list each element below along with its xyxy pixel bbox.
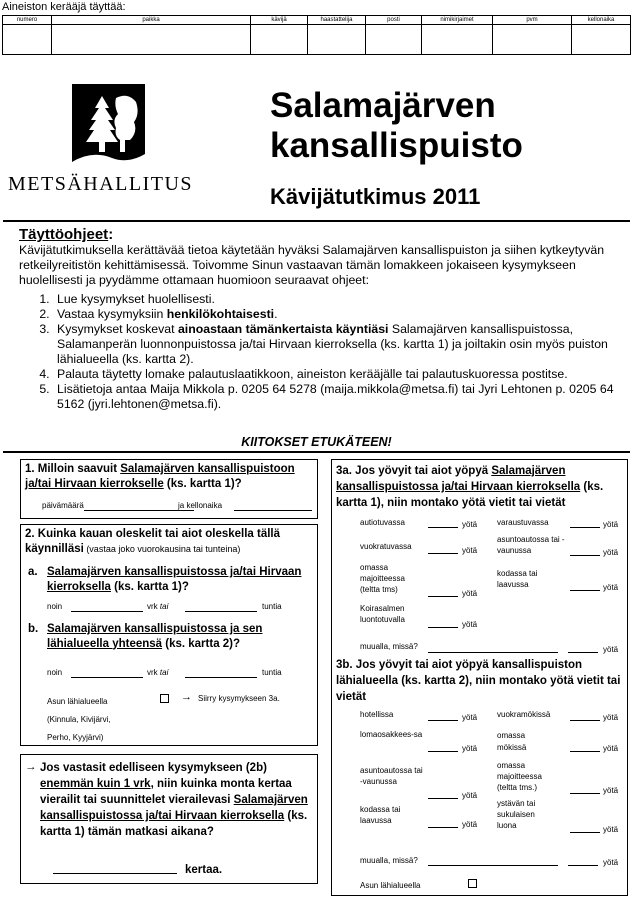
date-field[interactable] — [84, 510, 194, 511]
q3a-opt-vuokratupa: vuokratuvassa — [360, 542, 412, 551]
q3a-unit: yötä — [462, 620, 478, 629]
col-pvm: pvm — [493, 16, 572, 25]
time-label: ja kellonaika — [178, 501, 223, 510]
q3a-unit: yötä — [462, 520, 478, 529]
q2a-days-field[interactable] — [71, 611, 143, 612]
q2a-text: Salamajärven kansallispuistossa ja/tai Hirvaan kierroksella (ks. kartta 1)? — [47, 566, 302, 593]
instruction-2: 2. Vastaa kysymyksiin henkilökohtaisesti. — [53, 307, 621, 322]
question-1-box — [20, 459, 318, 519]
col-numero: numero — [3, 16, 52, 25]
q3b-opt-hotelli: hotellissa — [360, 710, 394, 719]
q3b-local-label: Asun lähialueella — [360, 881, 421, 890]
q3b-field-vuokramokki[interactable] — [570, 720, 600, 721]
q3a-field-varaustupa[interactable] — [570, 527, 600, 528]
cell-paikka[interactable] — [52, 25, 251, 55]
local-resident-checkbox[interactable] — [160, 694, 169, 703]
instructions-intro: Kävijätutkimuksella kerättävää tietoa käytetään hyväksi Salamajärven kansallispuiston ja siihen kytkeytyvän retkeilyreitistön kehittämisessä. Toivomme Sinun vastaavan tämän lomakkeen jokaiseen kysymykseen huolellisesti ja pyydämme ottamaan huomioon seuraavat ohjeet: — [19, 243, 605, 287]
q3b-unit: yötä — [462, 791, 478, 800]
q3b-unit: yötä — [603, 713, 619, 722]
q3b-field-omamokki[interactable] — [570, 751, 600, 752]
col-posti: posti — [366, 16, 422, 25]
col-kellonaika: kellonaika — [572, 16, 631, 25]
q3a-unit: yötä — [603, 548, 619, 557]
q2a-vrk: vrk tai — [147, 602, 169, 611]
q2b-days-field[interactable] — [71, 677, 143, 678]
q3b-field-hotelli[interactable] — [428, 720, 458, 721]
time-field[interactable] — [234, 510, 312, 511]
question-2c-text: Jos vastasit edelliseen kysymykseen (2b) enemmän kuin 1 vrk, niin kuinka monta kertaa vierailit tai suunnittelet vierailevasi Salamajärven kansallispuistossa ja/tai Hirvaan kierroksella (ks. kartta 1) tämän matkasi aikana? — [40, 762, 308, 838]
q3a-field-omamajoite[interactable] — [428, 596, 458, 597]
q3b-field-lomaosake[interactable] — [428, 751, 458, 752]
q3b-other-label: muualla, missä? — [360, 856, 418, 865]
q3b-field-kota[interactable] — [428, 827, 458, 828]
q3b-unit: yötä — [462, 820, 478, 829]
instruction-3: 3. Kysymykset koskevat ainoastaan tämänkertaista käyntiäsi Salamajärven kansallispuistossa, Salamanperän luonnonpuistossa ja/tai Hirvaan kierroksella (ks. kartta 1) ja joiltakin osin myös puiston lähialueella (ks. kartta 2). — [53, 322, 621, 367]
q2b-letter: b. — [28, 623, 39, 635]
times-label: kertaa. — [185, 864, 223, 876]
q2a-letter: a. — [28, 566, 38, 578]
tree-logo-icon — [72, 84, 145, 169]
q3a-opt-koirasalmi: Koirasalmen luontotuvalla — [360, 604, 405, 624]
q3b-field-ystava[interactable] — [570, 832, 600, 833]
q3a-opt-omamajoite: omassa majoitteessa (teltta tms) — [360, 563, 405, 594]
q3a-unit: yötä — [603, 645, 619, 654]
q2b-text: Salamajärven kansallispuistossa ja sen lähialueella yhteensä (ks. kartta 2)? — [47, 623, 263, 650]
q3b-opt-asuntoauto: asuntoautossa tai -vaunussa — [360, 766, 423, 786]
q3a-unit: yötä — [603, 520, 619, 529]
q3a-field-koirasalmi[interactable] — [428, 627, 458, 628]
cell-kavija[interactable] — [251, 25, 308, 55]
cell-haastattelija[interactable] — [308, 25, 366, 55]
q3b-local-checkbox[interactable] — [468, 879, 477, 888]
q3b-opt-kota: kodassa tai laavussa — [360, 805, 401, 825]
col-paikka: paikka — [52, 16, 251, 25]
q3a-unit: yötä — [462, 589, 478, 598]
instructions-section — [3, 220, 630, 453]
instructions-list — [35, 292, 621, 412]
q3b-field-asuntoauto[interactable] — [428, 798, 458, 799]
page-subtitle: Kävijätutkimus 2011 — [270, 184, 481, 209]
times-field[interactable] — [53, 873, 177, 874]
q3a-other-label: muualla, missä? — [360, 642, 418, 651]
col-nimikirjaimet: nimikirjaimet — [422, 16, 493, 25]
question-2-box — [20, 524, 318, 746]
title-line1: Salamajärven — [270, 86, 496, 125]
q3b-unit: yötä — [603, 858, 619, 867]
q3a-unit: yötä — [603, 583, 619, 592]
question-3b-text: 3b. Jos yövyit tai aiot yöpyä kansallispuiston lähialueella (ks. kartta 2), niin montako yötä vietit tai vietät — [336, 659, 621, 703]
logo-text: METSÄHALLITUS — [8, 173, 194, 195]
instruction-4: 4. Palauta täytetty lomake palautuslaatikkoon, aineiston kerääjälle tai palautuskuoressa postitse. — [53, 367, 621, 382]
q3a-field-autiotupa[interactable] — [428, 527, 458, 528]
instruction-5: 5. Lisätietoja antaa Maija Mikkola p. 0205 64 5278 (maija.mikkola@metsa.fi) tai Jyri Lehtonen p. 0205 64 5162 (jyri.lehtonen@metsa.fi). — [53, 382, 621, 412]
q3a-field-kota[interactable] — [570, 590, 600, 591]
q3b-opt-ystava: ystävän tai sukulaisen luona — [497, 799, 536, 830]
q2b-hours-field[interactable] — [185, 677, 257, 678]
instructions-heading: Täyttöohjeet: — [19, 226, 114, 243]
cell-numero[interactable] — [3, 25, 52, 55]
skip-instruction: Siirry kysymykseen 3a. — [198, 694, 280, 703]
question-3a-text: 3a. Jos yövyit tai aiot yöpyä Salamajärven kansallispuistossa ja/tai Hirvaan kierroksella (ks. kartta 1), niin montako yötä vietit tai vietät — [336, 465, 604, 509]
col-kavija: kävijä — [251, 16, 308, 25]
page-title — [270, 86, 523, 166]
q3a-field-vuokratupa[interactable] — [428, 553, 458, 554]
q3b-other-nights-field[interactable] — [568, 865, 598, 866]
cell-posti[interactable] — [366, 25, 422, 55]
q3b-field-omamajoite[interactable] — [570, 793, 600, 794]
thanks-text: KIITOKSET ETUKÄTEEN! — [241, 435, 392, 449]
question-2-text: 2. Kuinka kauan oleskelit tai aiot oleskella tällä käynnilläsi (vastaa joko vuorokausina tai tunteina) — [25, 528, 281, 555]
q3b-opt-vuokramokki: vuokramökissä — [497, 710, 551, 719]
q3b-opt-lomaosake: lomaosakkees-sa — [360, 730, 423, 739]
title-line2: kansallispuisto — [270, 126, 523, 165]
q2a-hours-field[interactable] — [185, 611, 257, 612]
q3b-unit: yötä — [462, 744, 478, 753]
cell-kellonaika[interactable] — [572, 25, 631, 55]
q3b-opt-omamokki: omassa mökissä — [497, 731, 527, 752]
q3a-opt-asuntoauto: asuntoautossa tai -vaunussa — [497, 535, 565, 555]
instruction-1: 1. Lue kysymykset huolellisesti. — [53, 292, 621, 307]
local-resident-text: Asun lähialueella (Kinnula, Kivijärvi, Perho, Kyyjärvi) — [47, 697, 111, 742]
question-3-box — [331, 459, 628, 896]
q2a-tuntia: tuntia — [262, 602, 282, 611]
q3a-field-asuntoauto[interactable] — [570, 555, 600, 556]
collector-table — [2, 15, 631, 55]
q2b-noin: noin — [47, 668, 63, 677]
collector-label: Aineiston kerääjä täyttää: — [2, 1, 126, 13]
q3b-opt-omamajoite: omassa majoitteessa (teltta tms.) — [497, 761, 542, 792]
arrow-right-icon: → — [25, 761, 37, 773]
question-2c-box — [20, 754, 318, 884]
arrow-right-icon: → — [181, 691, 192, 703]
q2a-noin: noin — [47, 602, 63, 611]
cell-nimikirjaimet[interactable] — [422, 25, 493, 55]
question-1-text: 1. Milloin saavuit Salamajärven kansallispuistoon ja/tai Hirvaan kierrokselle (ks. kartta 1)? — [25, 463, 295, 490]
q3b-unit: yötä — [603, 744, 619, 753]
q3a-opt-kota: kodassa tai laavussa — [497, 569, 538, 589]
q3a-other-nights-field[interactable] — [568, 652, 598, 653]
q3b-unit: yötä — [462, 713, 478, 722]
col-haastattelija: haastattelija — [308, 16, 366, 25]
q3b-other-field[interactable] — [428, 865, 558, 866]
q3a-other-field[interactable] — [428, 652, 558, 653]
q3b-unit: yötä — [603, 825, 619, 834]
q3a-opt-autiotupa: autiotuvassa — [360, 518, 405, 527]
q2b-vrk: vrk tai — [147, 668, 169, 677]
q3b-unit: yötä — [603, 786, 619, 795]
q2b-tuntia: tuntia — [262, 668, 282, 677]
cell-pvm[interactable] — [493, 25, 572, 55]
date-label: päivämäärä — [42, 501, 84, 510]
q3a-opt-varaustupa: varaustuvassa — [497, 518, 549, 527]
q3a-unit: yötä — [462, 546, 478, 555]
